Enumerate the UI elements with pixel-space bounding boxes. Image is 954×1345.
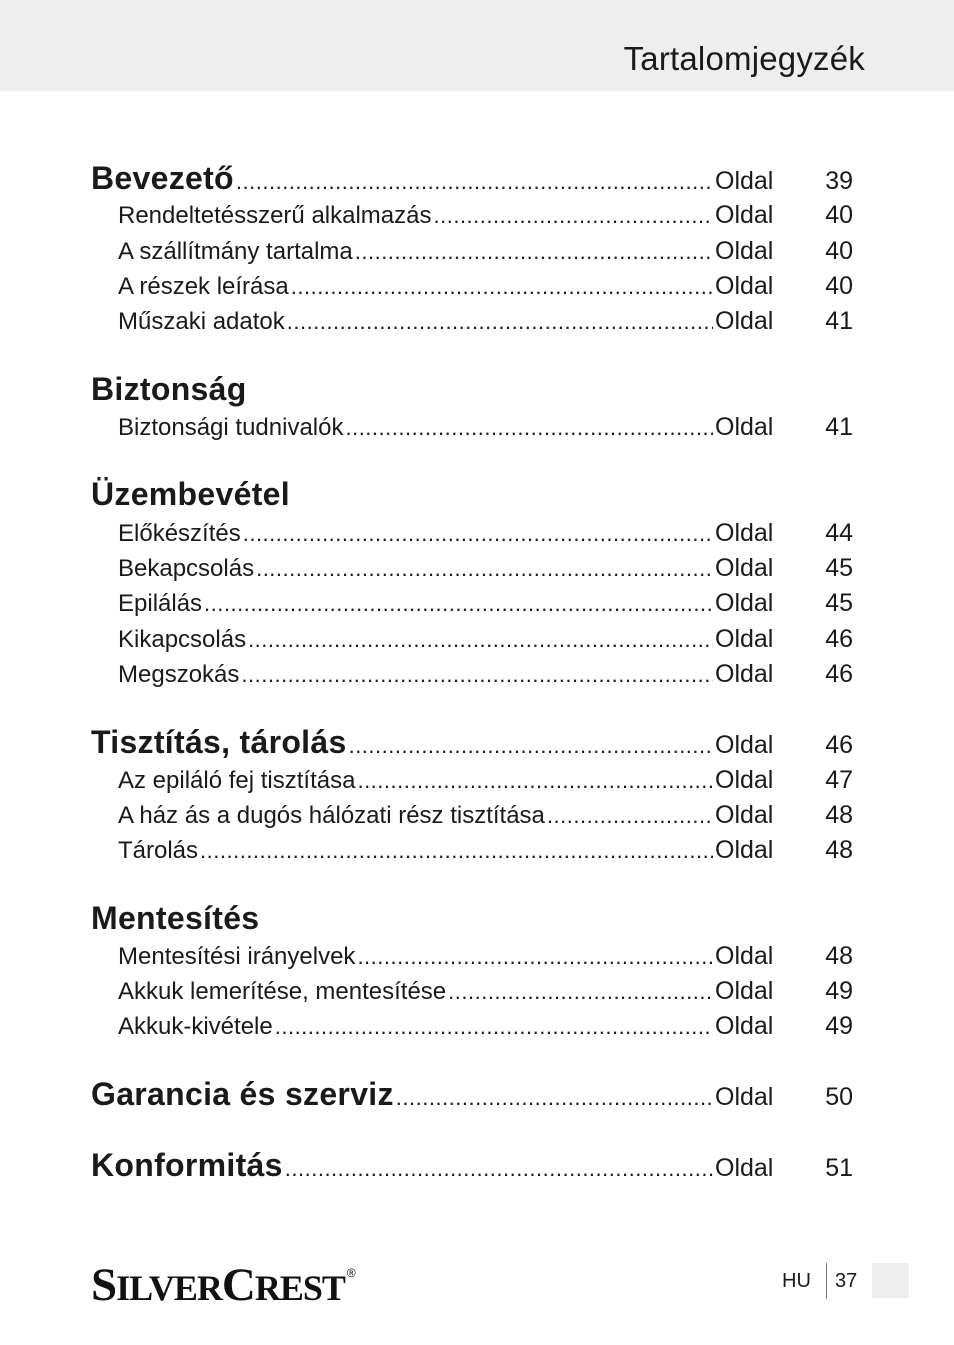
toc-entry[interactable]	[91, 413, 853, 442]
page-number: 46	[825, 660, 853, 688]
oldal-label: Oldal	[715, 1012, 774, 1040]
toc-entry[interactable]	[91, 766, 853, 795]
toc-entry[interactable]	[91, 201, 853, 230]
dot-leader	[345, 415, 713, 441]
page-number: 41	[825, 307, 853, 335]
page-number: 46	[825, 625, 853, 653]
language-code: HU	[782, 1270, 811, 1292]
toc-entry[interactable]	[91, 589, 853, 618]
page-number: 49	[825, 1012, 853, 1040]
silvercrest-logo	[91, 1258, 355, 1310]
entry-label: Akkuk lemerítése, mentesítése	[118, 978, 447, 1005]
dot-leader	[241, 662, 713, 688]
entry-label: Akkuk-kivétele	[118, 1013, 273, 1040]
page-number: 51	[825, 1154, 853, 1182]
entry-label: Mentesítési irányelvek	[118, 943, 356, 970]
oldal-label: Oldal	[715, 977, 774, 1005]
toc-entry[interactable]	[91, 272, 853, 301]
entry-label: Tárolás	[118, 837, 199, 864]
entry-label: Epilálás	[118, 590, 203, 617]
oldal-label: Oldal	[715, 660, 774, 688]
oldal-label: Oldal	[715, 1154, 774, 1182]
dot-leader	[287, 309, 713, 335]
oldal-label: Oldal	[715, 589, 774, 617]
oldal-label: Oldal	[715, 413, 774, 441]
dot-leader	[291, 274, 713, 300]
entry-label: A ház ás a dugós hálózati rész tisztítása	[118, 802, 545, 829]
page-number: 48	[825, 942, 853, 970]
entry-label: Előkészítés	[118, 520, 241, 547]
page-number: 46	[825, 731, 853, 759]
entry-label: Rendeltetésszerű alkalmazás	[118, 202, 432, 229]
dot-leader	[204, 591, 713, 617]
section-title: Tisztítás, tárolás	[91, 724, 347, 760]
section-title: Bevezető	[91, 160, 234, 196]
oldal-label: Oldal	[715, 201, 774, 229]
logo-cap-c: C	[221, 1259, 255, 1311]
dot-leader	[236, 169, 713, 195]
page-title: Tartalomjegyzék	[623, 40, 865, 77]
entry-label: Kikapcsolás	[118, 626, 247, 653]
oldal-label: Oldal	[715, 942, 774, 970]
dot-leader	[357, 944, 713, 970]
oldal-label: Oldal	[715, 167, 774, 195]
dot-leader	[248, 627, 713, 653]
dot-leader	[355, 239, 713, 265]
section-title: Konformitás	[91, 1147, 283, 1183]
oldal-label: Oldal	[715, 554, 774, 582]
dot-leader	[349, 733, 713, 759]
logo-rest-2: REST	[254, 1268, 345, 1308]
entry-label: Megszokás	[118, 661, 240, 688]
dot-leader	[396, 1085, 713, 1111]
oldal-label: Oldal	[715, 836, 774, 864]
entry-label: Műszaki adatok	[118, 308, 285, 335]
section-title-uzembevetel: Üzembevétel	[91, 476, 290, 512]
section-title-biztonsag: Biztonság	[91, 371, 247, 407]
page-number: 45	[825, 589, 853, 617]
oldal-label: Oldal	[715, 519, 774, 547]
dot-leader	[547, 803, 713, 829]
oldal-label: Oldal	[715, 237, 774, 265]
toc-entry[interactable]	[91, 801, 853, 830]
dot-leader	[357, 768, 713, 794]
oldal-label: Oldal	[715, 307, 774, 335]
oldal-label: Oldal	[715, 625, 774, 653]
toc-section-garancia[interactable]	[91, 1076, 853, 1113]
toc-entry[interactable]	[91, 519, 853, 548]
page-number: 39	[825, 167, 853, 195]
dot-leader	[243, 521, 713, 547]
toc-entry[interactable]	[91, 660, 853, 689]
page-number: 48	[825, 836, 853, 864]
dot-leader	[434, 203, 714, 229]
section-title: Garancia és szerviz	[91, 1076, 394, 1112]
section-title-mentesites: Mentesítés	[91, 900, 260, 936]
oldal-label: Oldal	[715, 766, 774, 794]
page-number: 48	[825, 801, 853, 829]
footer-tab-box	[872, 1263, 909, 1298]
toc-entry[interactable]	[91, 942, 853, 971]
toc-entry[interactable]	[91, 977, 853, 1006]
toc-section-bevezeto[interactable]	[91, 160, 853, 197]
page-number: 44	[825, 519, 853, 547]
toc-entry[interactable]	[91, 1012, 853, 1041]
page-number: 41	[825, 413, 853, 441]
page-number: 40	[825, 237, 853, 265]
page-number: 45	[825, 554, 853, 582]
entry-label: Biztonsági tudnivalók	[118, 414, 344, 441]
page-number: 40	[825, 272, 853, 300]
dot-leader	[275, 1014, 713, 1040]
oldal-label: Oldal	[715, 801, 774, 829]
page-number: 49	[825, 977, 853, 1005]
toc-entry[interactable]	[91, 625, 853, 654]
entry-label: Bekapcsolás	[118, 555, 255, 582]
footer-divider	[826, 1263, 827, 1299]
page-number: 40	[825, 201, 853, 229]
toc-section-konformitas[interactable]	[91, 1147, 853, 1184]
dot-leader	[448, 979, 713, 1005]
toc-entry[interactable]	[91, 836, 853, 865]
oldal-label: Oldal	[715, 1083, 774, 1111]
oldal-label: Oldal	[715, 731, 774, 759]
dot-leader	[256, 556, 713, 582]
logo-cap-s: S	[91, 1259, 117, 1311]
dot-leader	[200, 838, 713, 864]
logo-rest-1: ILVER	[116, 1268, 222, 1308]
toc-entry[interactable]	[91, 307, 853, 336]
entry-label: A szállítmány tartalma	[118, 238, 353, 265]
page-number: 50	[825, 1083, 853, 1111]
page-number: 47	[825, 766, 853, 794]
entry-label: A részek leírása	[118, 273, 289, 300]
entry-label: Az epiláló fej tisztítása	[118, 767, 356, 794]
toc-entry[interactable]	[91, 554, 853, 583]
toc-entry[interactable]	[91, 237, 853, 266]
dot-leader	[285, 1156, 713, 1182]
registered-mark: ®	[346, 1266, 355, 1280]
toc-section-tisztitas[interactable]	[91, 724, 853, 761]
page-number-footer: 37	[835, 1270, 858, 1292]
oldal-label: Oldal	[715, 272, 774, 300]
